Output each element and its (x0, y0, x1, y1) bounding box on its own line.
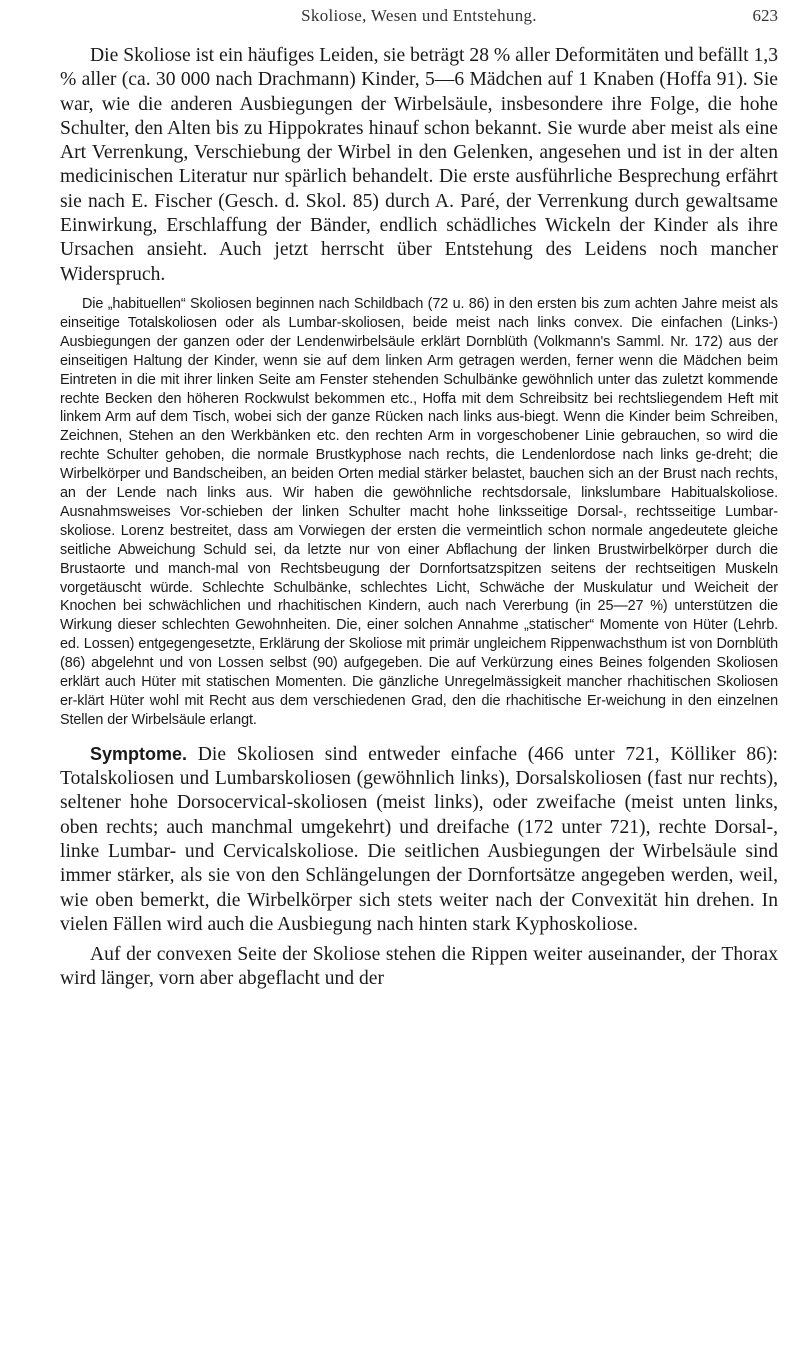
book-page (60, 6, 778, 992)
page-number: 623 (752, 6, 778, 25)
running-head (60, 6, 778, 32)
running-head-title: Skoliose, Wesen und Entstehung. (301, 6, 537, 25)
ribs-paragraph: Auf der convexen Seite der Skoliose stehen die Rippen weiter auseinander, der Thorax wird länger, vorn aber abgeflacht und der (60, 944, 778, 990)
symptoms-text: Die Skoliosen sind entweder einfache (466 unter 721, Kölliker 86): Totalskoliosen und Lumbarskoliosen (gewöhnlich links), Dorsalskoliosen (fast nur rechts), seltener hohe Dorsocervical-skoliosen (meist links), oder zweifache (meist unten links, oben rechts; auch manchmal umgekehrt) und dreifache (172 unter 721), rechte Dorsal-, linke Lumbar- und Cervicalskoliose. Die seitlichen Ausbiegungen der Wirbelsäule sind immer stärker, als sie von den Schlängelungen der Dornfortsätze angegeben werden, weil, wie oben bemerkt, die Wirbelkörper sich stets weiter nach der Convexität hin drehen. In vielen Fällen wird auch die Ausbiegung nach hinten stark Kyphoskoliose. (60, 743, 778, 935)
habitual-scoliosis-paragraph: Die „habituellen“ Skoliosen beginnen nach Schildbach (72 u. 86) in den ersten bis zum achten Jahre meist als einseitige Totalskoliosen oder als Lumbar-skoliosen, beide meist nach links convex. Die einfachen (Links-) Ausbiegungen der ganzen oder der Lendenwirbelsäule erklärt Dornblüth (Volkmann's Samml. Nr. 172) aus der einseitigen Haltung der Kinder, wenn sie auf dem linken Arm getragen werden, ferner wenn die Mädchen beim Eintreten in die mit ihrer linken Seite am Fenster stehenden Schulbänke gewöhnlich unter das zuletzt kommende rechte Becken den höheren Rockwulst bekommen etc., Hoffa mit dem Schreibsitz bei rechtsliegendem Heft mit linkem Arm auf dem Tisch, wobei sich der ganze Rücken nach links aus-biegt. Wenn die Kinder beim Schreiben, Zeichnen, Stehen an den Werkbänken etc. den rechten Arm in vorgeschobener Linie gebrauchen, so wird die rechte Schulter gehoben, die normale Brustkyphose nach rechts, die Lendenlordose nach links ge-dreht; die Wirbelkörper und Bandscheiben, an beiden Orten medial stärker belastet, bauchen sich an der Brust nach rechts, an der Lende nach links aus. Wir haben die gewöhnliche rechtsdorsale, linkslumbare Habitualskoliose. Ausnahmsweises Vor-schieben der linken Schulter macht hohe linksseitige Dorsal-, rechtsseitige Lumbar-skoliose. Lorenz bestreitet, dass am Vorwiegen der ersten die vermeintlich schon normale angedeutete gleiche seitliche Abweichung Schuld sei, da letzte nur von einer Abflachung der linken Brustwirbelkörper durch die Brustaorte und manch-mal von Rechtsbeugung der Dornfortsatzspitzen seitens der rechtseitigen Muskeln vorgetäuscht würde. Schlechte Schulbänke, schlechtes Licht, Schwäche der Muskulatur und Weicheit der Knochen bei schwächlichen und rhachitischen Kindern, auch nach Vererbung (in 25—27 %) unterstützen die Wirkung dieser schlechten Gewohnheiten. Die, einer solchen Annahme „statischer“ Momente von Hüter (Lehrb. ed. Lossen) entgegengesetzte, Erklärung der Skoliose mit primär ungleichem Rippenwachsthum ist von Dornblüth (86) abgelehnt und von Lossen selbst (90) aufgegeben. Die auf Verkürzung eines Beines folgenden Skoliosen erklärt auch Hüter mit statischen Momenten. Die gänzliche Unregelmässigkeit mancher rhachitischen Skoliosen er-klärt Hüter wohl mit Recht aus dem verschiedenen Grad, den die rhachitische Er-weichung in den einzelnen Stellen der Wirbelsäule erlangt. (60, 295, 778, 728)
symptoms-paragraph (60, 742, 778, 937)
symptoms-heading: Symptome. (90, 743, 188, 764)
intro-paragraph: Die Skoliose ist ein häufiges Leiden, sie beträgt 28 % aller Deformitäten und befällt 1,3 % aller (ca. 30 000 nach Drachmann) Kinder, 5—6 Mädchen auf 1 Knaben (Hoffa 91). Sie war, wie die anderen Ausbiegungen der Wirbelsäule, insbesondere ihre Folge, die hohe Schulter, den Alten bis zu Hippokrates hinauf schon bekannt. Sie wurde aber meist als eine Art Verrenkung, Verschiebung der Wirbel in den Gelenken, angesehen und ist in der alten medicinischen Literatur nur spärlich behandelt. Die erste ausführliche Besprechung erfährt sie nach E. Fischer (Gesch. d. Skol. 85) durch A. Paré, der Verrenkung durch gewaltsame Einwirkung, Erschlaffung der Bänder, endlich schädliches Wickeln der Kinder als ihre Ursachen ansieht. Auch jetzt herrscht über Entstehung des Leidens noch mancher Widerspruch. (60, 45, 778, 285)
